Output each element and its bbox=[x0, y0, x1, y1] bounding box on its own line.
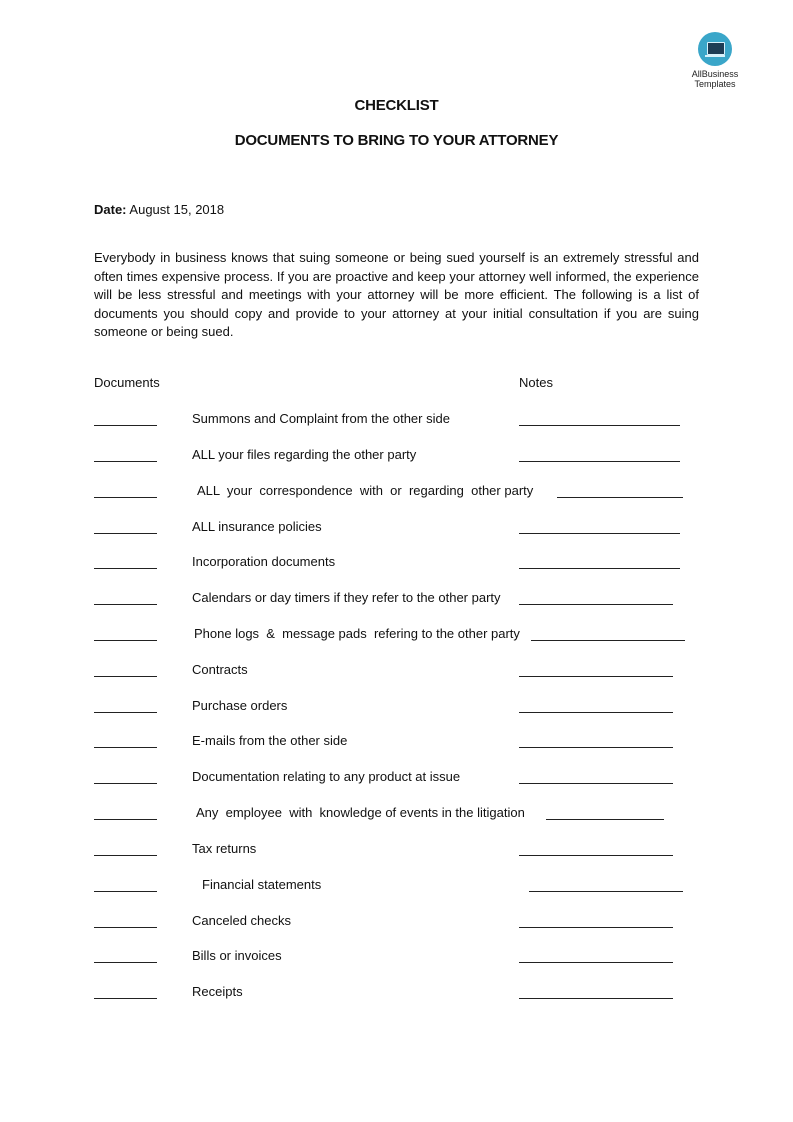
notes-blank-line[interactable] bbox=[531, 640, 685, 641]
check-blank-line[interactable] bbox=[94, 747, 157, 748]
checklist-row bbox=[0, 841, 793, 861]
notes-blank-line[interactable] bbox=[546, 819, 664, 820]
laptop-icon bbox=[698, 32, 732, 66]
documents-column-header: Documents bbox=[94, 375, 160, 390]
logo-line-2: Templates bbox=[694, 79, 736, 89]
notes-blank-line[interactable] bbox=[519, 604, 673, 605]
date-line bbox=[94, 202, 224, 217]
notes-blank-line[interactable] bbox=[519, 783, 673, 784]
document-label: Bills or invoices bbox=[192, 948, 282, 963]
document-label: ALL your files regarding the other party bbox=[192, 447, 417, 462]
document-label: Calendars or day timers if they refer to the other party bbox=[192, 590, 501, 605]
check-blank-line[interactable] bbox=[94, 497, 157, 498]
document-label: Contracts bbox=[192, 662, 248, 677]
checklist-row bbox=[0, 447, 793, 467]
page-title: CHECKLIST bbox=[354, 97, 439, 114]
document-label: Summons and Complaint from the other side bbox=[192, 411, 450, 426]
notes-blank-line[interactable] bbox=[519, 927, 673, 928]
document-label: ALL your correspondence with or regarding other party bbox=[197, 483, 534, 498]
date-value: August 15, 2018 bbox=[129, 202, 225, 217]
check-blank-line[interactable] bbox=[94, 819, 157, 820]
checklist-row bbox=[0, 554, 793, 574]
document-label: Tax returns bbox=[192, 841, 257, 856]
document-label: Financial statements bbox=[202, 877, 322, 892]
check-blank-line[interactable] bbox=[94, 783, 157, 784]
notes-blank-line[interactable] bbox=[519, 425, 680, 426]
document-label: Receipts bbox=[192, 984, 243, 999]
notes-blank-line[interactable] bbox=[519, 855, 673, 856]
document-label: Canceled checks bbox=[192, 913, 291, 928]
intro-paragraph: Everybody in business knows that suing someone or being sued yourself is an extremely stressful and often times expensive process. If you are proactive and keep your attorney well informed, the experience will be less stressful and meetings with your attorney will be more efficient. The following is a list of documents you should copy and provide to your attorney at your initial consultation if you are suing someone or being sued. bbox=[94, 250, 699, 339]
check-blank-line[interactable] bbox=[94, 962, 157, 963]
check-blank-line[interactable] bbox=[94, 533, 157, 534]
checklist-row bbox=[0, 733, 793, 753]
company-logo bbox=[685, 32, 745, 89]
checklist-row bbox=[0, 984, 793, 1004]
check-blank-line[interactable] bbox=[94, 712, 157, 713]
check-blank-line[interactable] bbox=[94, 891, 157, 892]
check-blank-line[interactable] bbox=[94, 640, 157, 641]
notes-blank-line[interactable] bbox=[519, 962, 673, 963]
document-label: E-mails from the other side bbox=[192, 733, 348, 748]
date-label: Date: bbox=[94, 202, 127, 217]
check-blank-line[interactable] bbox=[94, 998, 157, 999]
check-blank-line[interactable] bbox=[94, 568, 157, 569]
checklist-row bbox=[0, 590, 793, 610]
checklist-row bbox=[0, 411, 793, 431]
checklist-row bbox=[0, 913, 793, 933]
notes-blank-line[interactable] bbox=[519, 998, 673, 999]
notes-blank-line[interactable] bbox=[519, 712, 673, 713]
checklist-row bbox=[0, 948, 793, 968]
document-label: Any employee with knowledge of events in the litigation bbox=[196, 805, 525, 820]
notes-blank-line[interactable] bbox=[557, 497, 683, 498]
document-label: Incorporation documents bbox=[192, 554, 336, 569]
checklist-row bbox=[0, 877, 793, 897]
page-subtitle: DOCUMENTS TO BRING TO YOUR ATTORNEY bbox=[234, 132, 559, 149]
checklist-row bbox=[0, 698, 793, 718]
notes-blank-line[interactable] bbox=[519, 568, 680, 569]
document-label: ALL insurance policies bbox=[192, 519, 322, 534]
checklist-row bbox=[0, 626, 793, 646]
check-blank-line[interactable] bbox=[94, 425, 157, 426]
notes-blank-line[interactable] bbox=[519, 461, 680, 462]
notes-blank-line[interactable] bbox=[519, 747, 673, 748]
check-blank-line[interactable] bbox=[94, 461, 157, 462]
checklist-row bbox=[0, 769, 793, 789]
document-label: Documentation relating to any product at issue bbox=[192, 769, 461, 784]
document-label: Phone logs & message pads refering to the other party bbox=[194, 626, 520, 641]
notes-blank-line[interactable] bbox=[519, 676, 673, 677]
notes-blank-line[interactable] bbox=[519, 533, 680, 534]
check-blank-line[interactable] bbox=[94, 855, 157, 856]
check-blank-line[interactable] bbox=[94, 927, 157, 928]
checklist-row bbox=[0, 519, 793, 539]
checklist-row bbox=[0, 805, 793, 825]
checklist-row bbox=[0, 662, 793, 682]
notes-column-header: Notes bbox=[519, 375, 553, 390]
logo-text bbox=[685, 69, 745, 89]
notes-blank-line[interactable] bbox=[529, 891, 683, 892]
check-blank-line[interactable] bbox=[94, 604, 157, 605]
document-label: Purchase orders bbox=[192, 698, 288, 713]
checklist-row bbox=[0, 483, 793, 503]
check-blank-line[interactable] bbox=[94, 676, 157, 677]
logo-line-1: AllBusiness bbox=[691, 69, 739, 79]
